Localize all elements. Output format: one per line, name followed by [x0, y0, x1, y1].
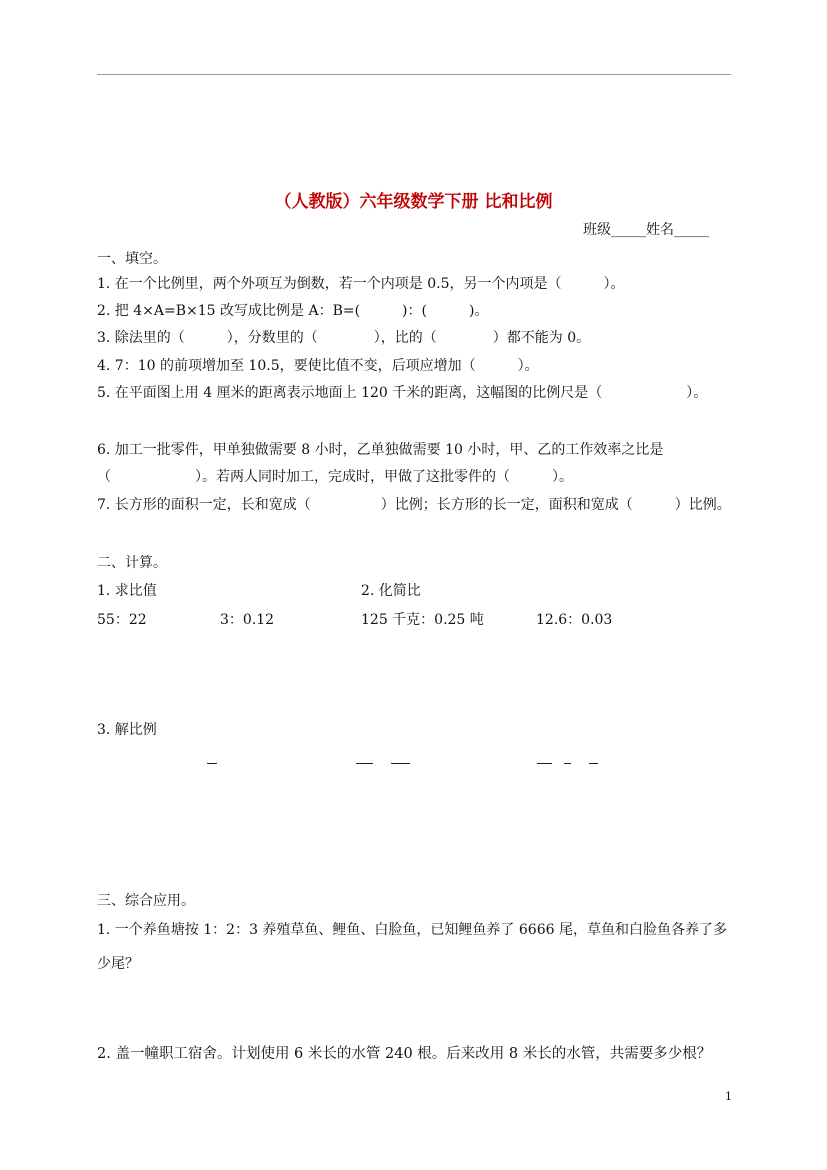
fill-blank-item-7: 7. 长方形的面积一定，长和宽成（ ）比例；长方形的长一定，面积和宽成（ ）比例。 — [97, 497, 731, 513]
page-title: （人教版）六年级数学下册 比和比例 — [274, 192, 553, 212]
fill-blank-item-6: 6. 加工一批零件，甲单独做需要 8 小时，乙单独做需要 10 小时，甲、乙的工作效率之比是（ ）。若两人同时加工，完成时，甲做了这批零件的（ ）。 — [97, 442, 664, 485]
fill-blank-item-2: 2. 把 4×A=B×15 改写成比例是 A：B=( )：( )。 — [97, 303, 489, 319]
sub-heading-simplify-ratio: 2. 化简比 — [361, 583, 421, 599]
section-heading-fill-blank: 一、填空。 — [97, 251, 167, 267]
fill-blank-item-1: 1. 在一个比例里，两个外项互为倒数，若一个内项是 0.5，另一个内项是（ ）。 — [97, 276, 625, 292]
section-heading-calculate: 二、计算。 — [97, 555, 167, 571]
expr-2: 3：0.12 — [220, 612, 275, 628]
expr-3: 125 千克：0.25 吨 — [361, 612, 484, 628]
fill-blank-item-5: 5. 在平面图上用 4 厘米的距离表示地面上 120 千米的距离，这幅图的比例尺是（ ）。 — [97, 385, 708, 401]
expr-1: 55：22 — [97, 612, 147, 628]
fraction-bar — [356, 763, 373, 764]
page-number: 1 — [725, 1090, 732, 1103]
fill-blank-item-4: 4. 7：10 的前项增加至 10.5，要使比值不变，后项应增加（ ）。 — [97, 358, 539, 374]
class-name-line: 班级_____姓名_____ — [583, 222, 709, 238]
fraction-bar — [391, 763, 410, 764]
fraction-bar — [564, 763, 571, 764]
fill-blank-item-3: 3. 除法里的（ ），分数里的（ ），比的（ ）都不能为 0。 — [97, 330, 591, 346]
section-heading-application: 三、综合应用。 — [97, 893, 195, 909]
fraction-bar — [537, 763, 552, 764]
expr-4: 12.6：0.03 — [536, 612, 613, 628]
application-question-1: 1. 一个养鱼塘按 1：2：3 养殖草鱼、鲤鱼、白脸鱼，已知鲤鱼养了 6666 尾，草鱼和白脸鱼各养了多少尾？ — [97, 922, 727, 972]
header-rule — [97, 74, 731, 75]
sub-heading-ratio-value: 1. 求比值 — [97, 583, 157, 599]
sub-heading-solve-proportion: 3. 解比例 — [97, 722, 157, 738]
fraction-bar — [589, 763, 598, 764]
application-question-2: 2. 盖一幢职工宿舍。计划使用 6 米长的水管 240 根。后来改用 8 米长的水管，共需要多少根？ — [97, 1046, 712, 1062]
fraction-bar — [207, 763, 217, 764]
